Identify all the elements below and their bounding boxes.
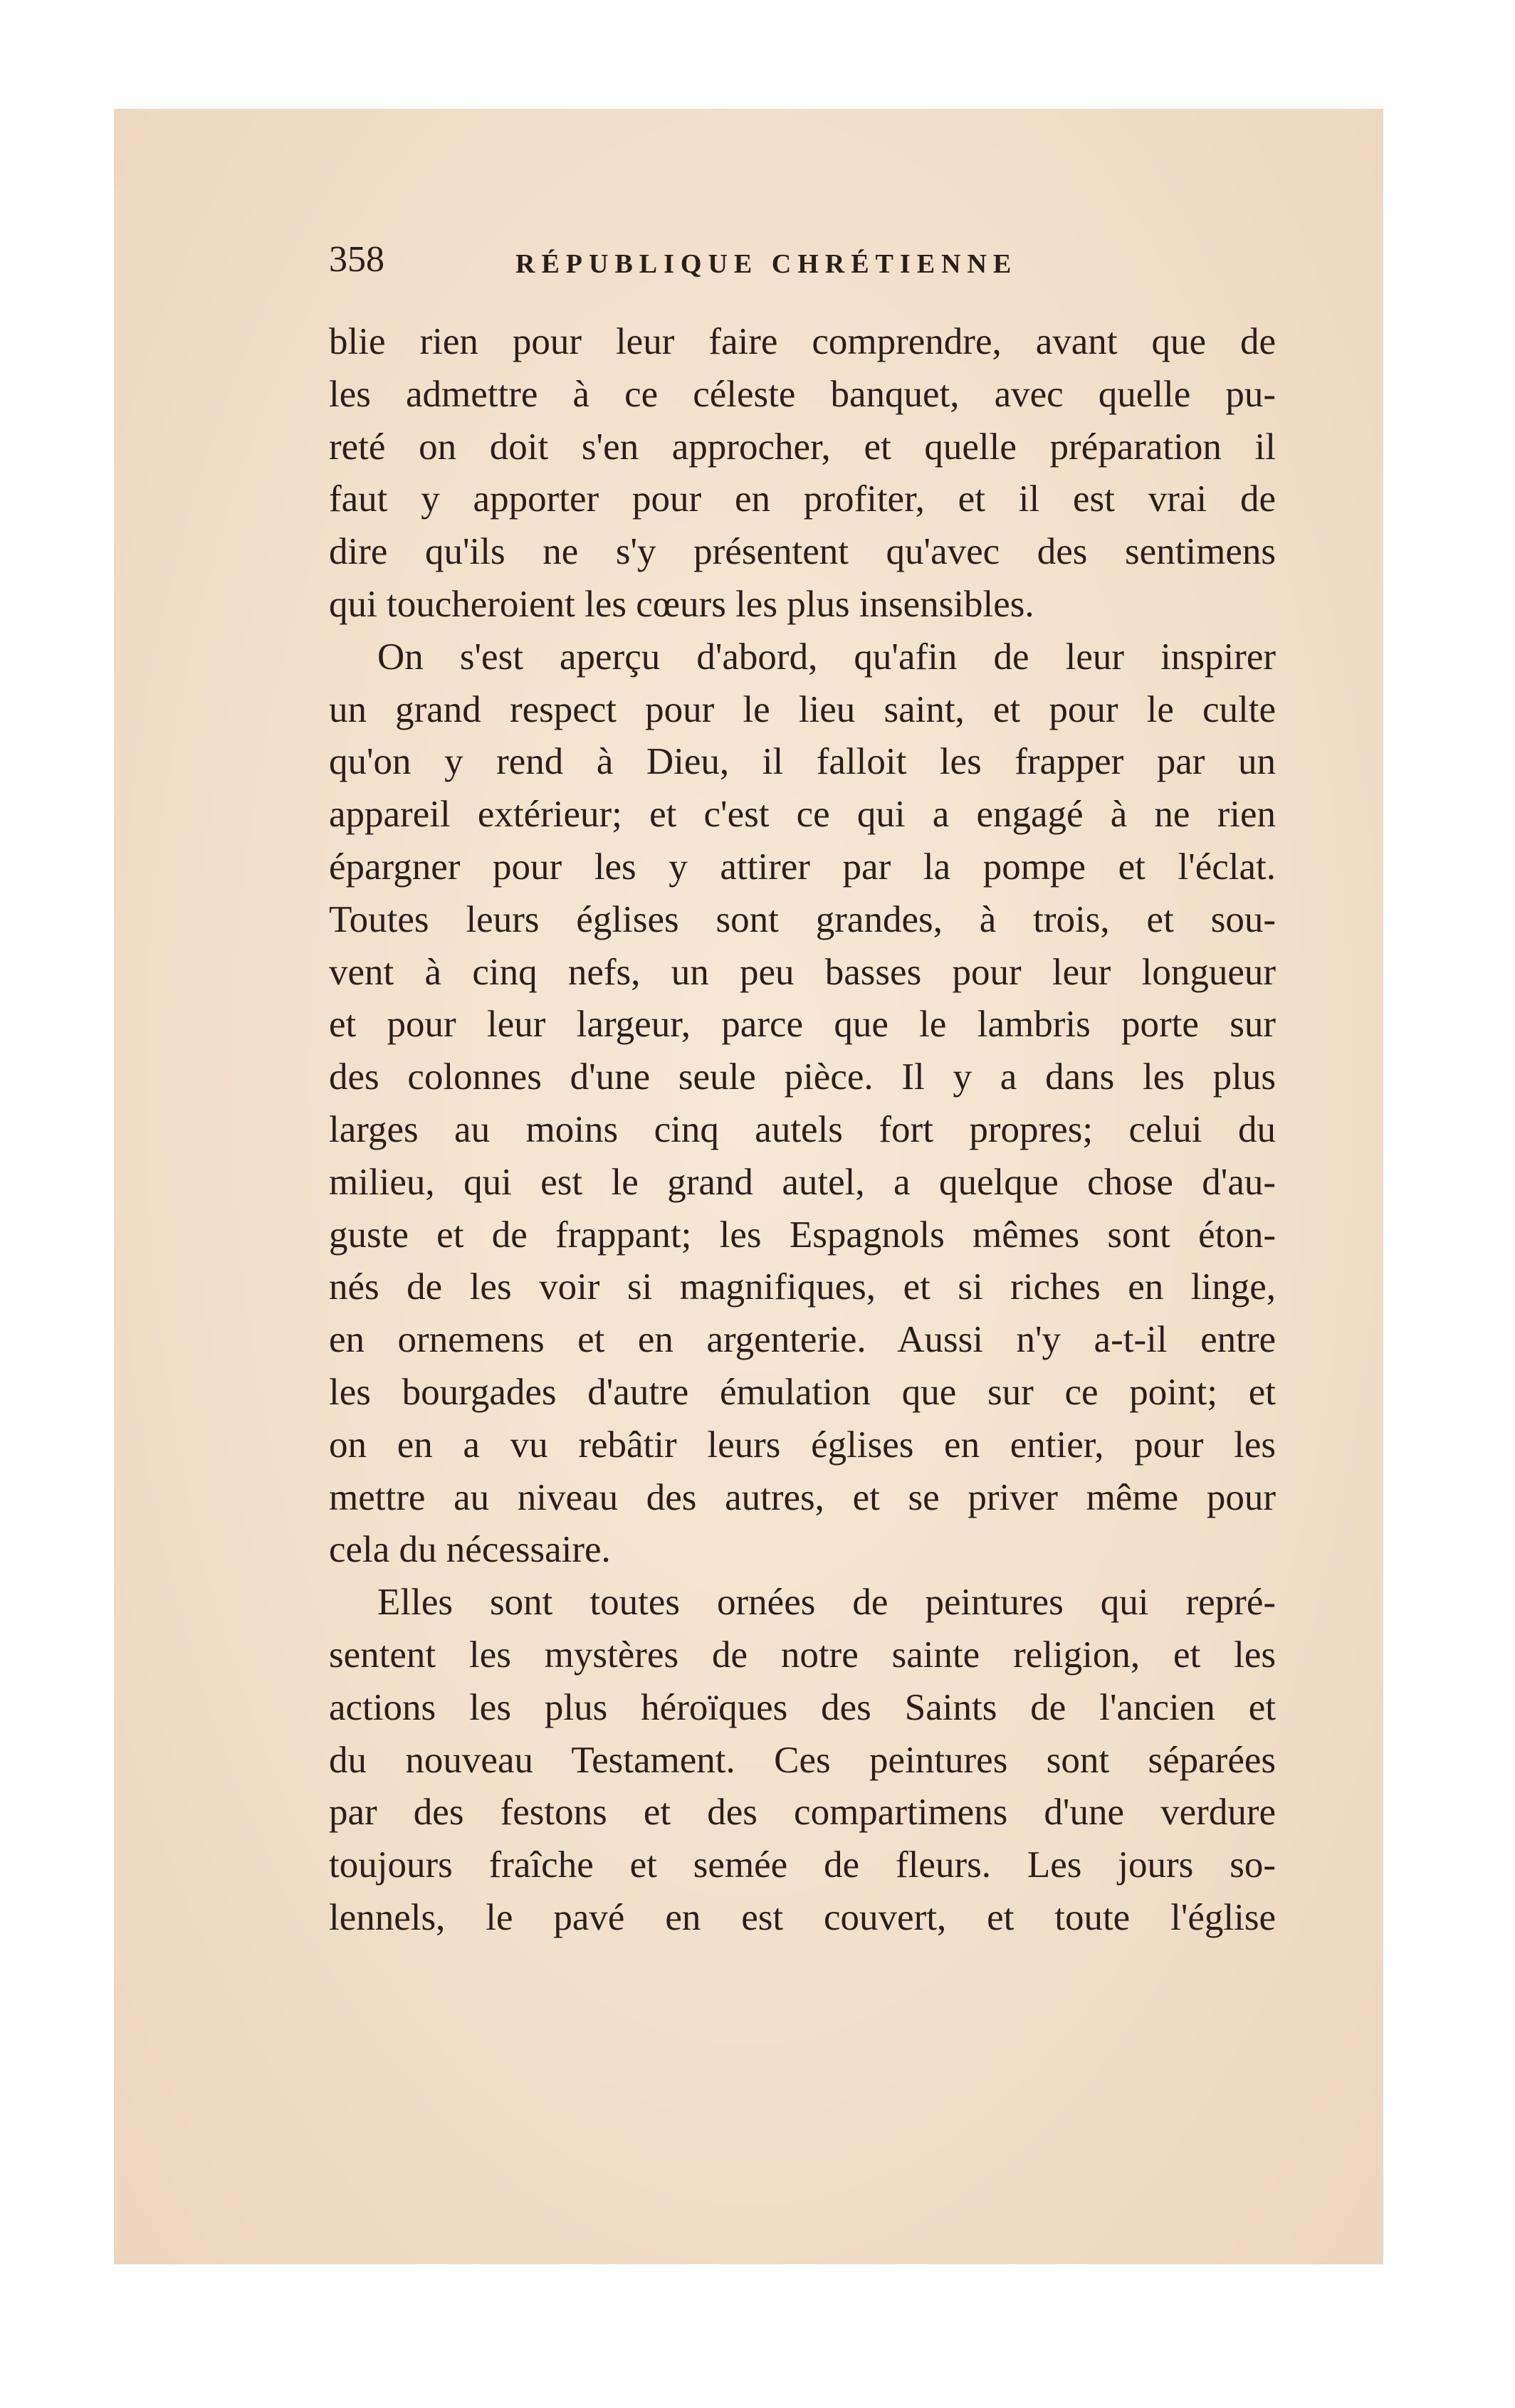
text-line: vent à cinq nefs, un peu basses pour leur longueur xyxy=(329,951,1276,993)
text-line: des colonnes d'une seule pièce. Il y a dans les plus xyxy=(329,1056,1276,1098)
text-line: les admettre à ce céleste banquet, avec quelle pu- xyxy=(329,373,1276,415)
text-line: par des festons et des compartimens d'une verdure xyxy=(329,1792,1276,1834)
running-header xyxy=(329,238,1276,288)
text-line: guste et de frappant; les Espagnols mêmes sont éton- xyxy=(329,1214,1276,1256)
text-line: les bourgades d'autre émulation que sur ce point; et xyxy=(329,1371,1276,1413)
text-line: larges au moins cinq autels fort propres; celui du xyxy=(329,1108,1276,1150)
text-line: cela du nécessaire. xyxy=(329,1529,611,1571)
text-line: faut y apporter pour en profiter, et il est vrai de xyxy=(329,478,1276,520)
text-line: dire qu'ils ne s'y présentent qu'avec des sentimens xyxy=(329,531,1276,573)
text-line: On s'est aperçu d'abord, qu'afin de leur inspirer xyxy=(377,636,1276,678)
body-text xyxy=(329,316,1276,1945)
page-number: 358 xyxy=(329,239,384,280)
text-line: qui toucheroient les cœurs les plus insensibles. xyxy=(329,583,1034,625)
text-line: Elles sont toutes ornées de peintures qui repré- xyxy=(377,1582,1276,1624)
text-line: un grand respect pour le lieu saint, et pour le culte xyxy=(329,688,1276,730)
text-line: sentent les mystères de notre sainte religion, et les xyxy=(329,1634,1276,1676)
text-line: Toutes leurs églises sont grandes, à trois, et sou- xyxy=(329,898,1276,940)
text-line: en ornemens et en argenterie. Aussi n'y a-t-il entre xyxy=(329,1319,1276,1361)
text-line: milieu, qui est le grand autel, a quelque chose d'au- xyxy=(329,1161,1276,1203)
text-line: nés de les voir si magnifiques, et si riches en linge, xyxy=(329,1266,1276,1308)
text-line: appareil extérieur; et c'est ce qui a engagé à ne rien xyxy=(329,794,1276,836)
text-line: lennels, le pavé en est couvert, et toute l'église xyxy=(329,1896,1276,1938)
text-line: toujours fraîche et semée de fleurs. Les jours so- xyxy=(329,1844,1276,1886)
text-line: épargner pour les y attirer par la pompe et l'éclat. xyxy=(329,846,1276,888)
text-line: mettre au niveau des autres, et se priver même pour xyxy=(329,1476,1276,1518)
text-line: on en a vu rebâtir leurs églises en entier, pour les xyxy=(329,1424,1276,1466)
text-line: qu'on y rend à Dieu, il falloit les frapper par un xyxy=(329,741,1276,783)
text-line: reté on doit s'en approcher, et quelle préparation il xyxy=(329,426,1276,468)
text-line: du nouveau Testament. Ces peintures sont séparées xyxy=(329,1739,1276,1781)
running-title: RÉPUBLIQUE CHRÉTIENNE xyxy=(515,249,1018,279)
text-line: actions les plus héroïques des Saints de l'ancien et xyxy=(329,1686,1276,1728)
text-line: blie rien pour leur faire comprendre, avant que de xyxy=(329,321,1276,362)
text-line: et pour leur largeur, parce que le lambris porte sur xyxy=(329,1004,1276,1046)
